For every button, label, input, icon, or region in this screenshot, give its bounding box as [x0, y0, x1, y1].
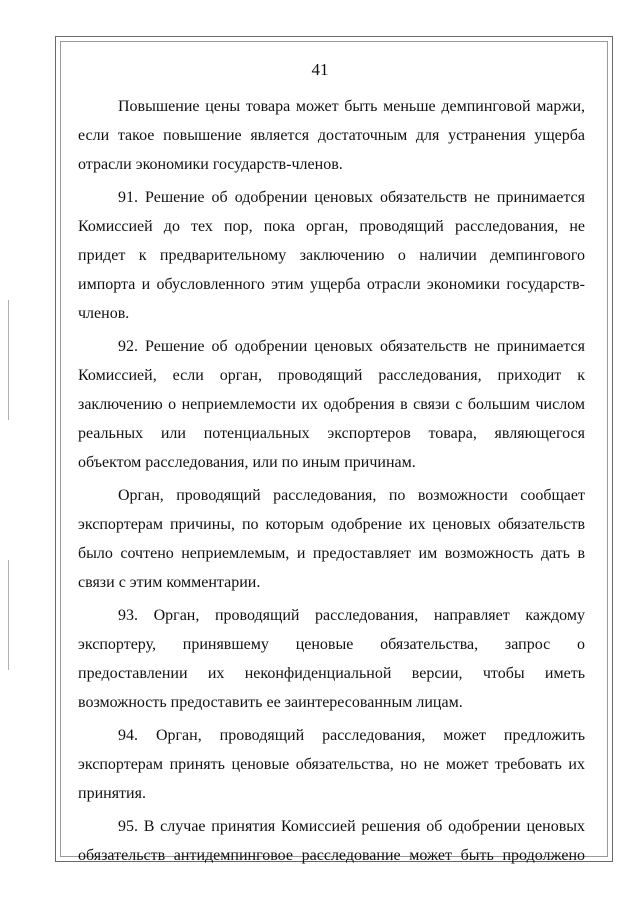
paragraph-94 — [78, 721, 585, 808]
text-line: было сочтено неприемлемым, и предоставляет им возможность дать в — [78, 545, 585, 562]
paragraph-93 — [78, 601, 585, 717]
text-line: экспортеру, принявшему ценовые обязательства, запрос о — [78, 636, 585, 653]
text-line: 91. Решение об одобрении ценовых обязательств не принимается — [118, 189, 585, 206]
text-line: если такое повышение является достаточным для устранения ущерба — [78, 127, 585, 144]
text-line: связи с этим комментарии. — [78, 574, 261, 591]
scan-mark-left — [8, 300, 9, 420]
text-line: Комиссией, если орган, проводящий расследования, приходит к — [78, 367, 585, 384]
text-line: 93. Орган, проводящий расследования, направляет каждому — [118, 607, 585, 624]
paragraph-92-continued — [78, 481, 585, 597]
text-line: объектом расследования, или по иным причинам. — [78, 454, 416, 471]
text-line: предоставлении их неконфиденциальной версии, чтобы иметь — [78, 665, 585, 682]
text-line: экспортерам причины, по которым одобрение их ценовых обязательств — [78, 516, 585, 533]
text-line: 95. В случае принятия Комиссией решения об одобрении ценовых — [118, 818, 585, 835]
text-line: Комиссией до тех пор, пока орган, проводящий расследования, не — [78, 218, 585, 235]
paragraph-95 — [78, 812, 585, 870]
text-line: 94. Орган, проводящий расследования, может предложить — [118, 727, 585, 744]
text-line: придет к предварительному заключению о наличии демпингового — [78, 247, 585, 264]
paragraph-92 — [78, 332, 585, 477]
paragraph-91 — [78, 183, 585, 328]
page-number: 41 — [311, 60, 329, 79]
text-line: 92. Решение об одобрении ценовых обязательств не принимается — [118, 338, 585, 355]
text-line: отрасли экономики государств-членов. — [78, 156, 343, 173]
text-line: заключению о неприемлемости их одобрения в связи с большим числом — [78, 396, 585, 413]
text-line: импорта и обусловленного этим ущерба отрасли экономики государств- — [78, 276, 585, 293]
text-line: реальных или потенциальных экспортеров товара, являющегося — [78, 425, 585, 442]
text-line: обязательств антидемпинговое расследование может быть продолжено — [78, 847, 585, 864]
document-body — [78, 92, 585, 870]
text-line: Повышение цены товара может быть меньше демпинговой маржи, — [118, 98, 585, 115]
text-line: возможность предоставить ее заинтересованным лицам. — [78, 694, 463, 711]
text-line: Орган, проводящий расследования, по возможности сообщает — [118, 487, 585, 504]
text-line: экспортерам принять ценовые обязательства, но не может требовать их — [78, 756, 585, 773]
text-line: принятия. — [78, 785, 146, 802]
paragraph-price-increase — [78, 92, 585, 179]
scan-mark-left-lower — [8, 560, 9, 670]
text-line: членов. — [78, 305, 130, 322]
